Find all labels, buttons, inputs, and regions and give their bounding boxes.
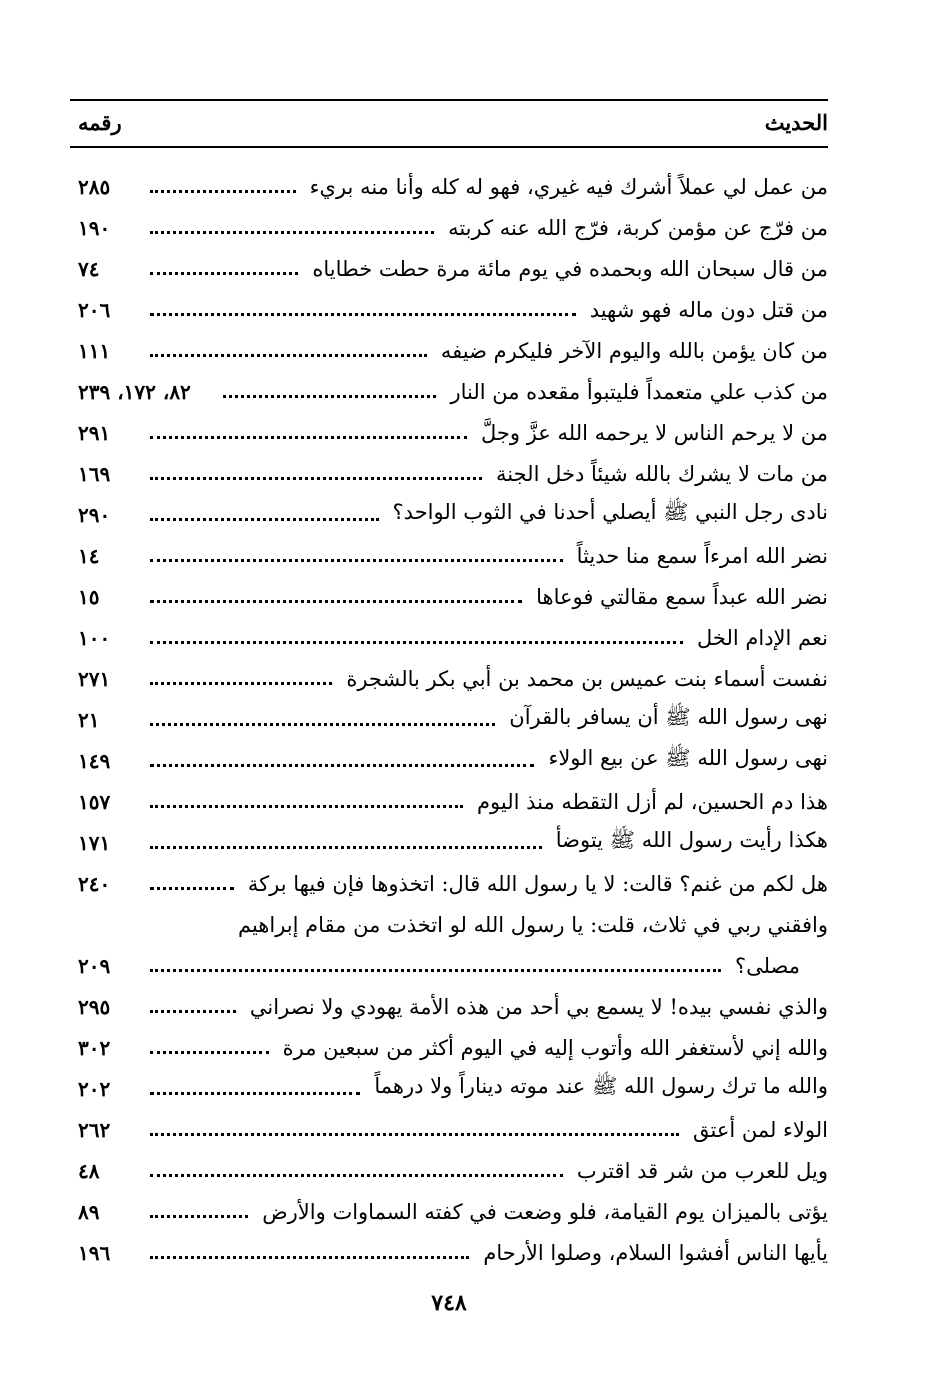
- hadith-number: ١٦٩: [78, 461, 111, 486]
- list-item-continuation: [70, 945, 828, 986]
- hadith-number: ٢٩١: [78, 420, 111, 445]
- hadith-text: والله ما ترك رسول الله ﷺ عند موته ديناراً ولا درهماً: [374, 1074, 828, 1098]
- hadith-number: ٢٧١: [78, 666, 111, 691]
- hadith-text: من كذب علي متعمداً فليتبوأ مقعده من النار: [450, 379, 828, 404]
- leader-dots: [150, 436, 467, 439]
- hadith-text: هل لكم من غنم؟ قالت: لا يا رسول الله قال: اتخذوها فإن فيها بركة: [247, 871, 828, 896]
- hadith-number: ٢٩٥: [78, 994, 111, 1019]
- list-item: [70, 1109, 828, 1150]
- hadith-number: ١٠٠: [78, 625, 111, 650]
- list-item: [70, 289, 828, 330]
- list-item: [70, 617, 828, 658]
- hadith-text: نهى رسول الله ﷺ عن بيع الولاء: [548, 746, 828, 770]
- hadith-text: والله إني لأستغفر الله وأتوب إليه في اليوم أكثر من سبعين مرة: [282, 1035, 828, 1060]
- leader-dots: [150, 805, 463, 808]
- hadith-number: ٤٨: [78, 1158, 100, 1183]
- hadith-number: ٢٨٥: [78, 174, 111, 199]
- list-item: [70, 699, 828, 740]
- hadith-column-header: الحديث: [764, 110, 828, 135]
- list-item-first-line: [70, 904, 828, 945]
- top-rule: [70, 99, 828, 101]
- list-item: [70, 822, 828, 863]
- hadith-number: ١٧١: [78, 830, 111, 855]
- leader-dots: [150, 518, 379, 521]
- hadith-text: يؤتى بالميزان يوم القيامة، فلو وضعت في كفته السماوات والأرض: [262, 1199, 828, 1224]
- hadith-text: نضر الله عبداً سمع مقالتي فوعاها: [536, 584, 828, 609]
- hadith-text: نفست أسماء بنت عميس بن محمد بن أبي بكر بالشجرة: [346, 666, 828, 691]
- hadith-number: ١٩٠: [78, 215, 111, 240]
- hadith-text: من مات لا يشرك بالله شيئاً دخل الجنة: [496, 461, 828, 486]
- hadith-text: الولاء لمن أعتق: [692, 1117, 828, 1142]
- hadith-text: هكذا رأيت رسول الله ﷺ يتوضأ: [555, 828, 828, 852]
- list-item: [70, 494, 828, 535]
- hadith-index-list: [70, 166, 828, 1273]
- leader-dots: [150, 641, 683, 644]
- hadith-text: نادى رجل النبي ﷺ أيصلي أحدنا في الثوب الواحد؟: [392, 500, 828, 524]
- leader-dots: [150, 477, 482, 480]
- leader-dots: [150, 272, 298, 275]
- hadith-text: من قال سبحان الله وبحمده في يوم مائة مرة حطت خطاياه: [312, 256, 828, 281]
- list-item: [70, 1191, 828, 1232]
- leader-dots: [150, 600, 522, 603]
- hadith-text: نضر الله امرءاً سمع منا حديثاً: [576, 543, 828, 568]
- hadith-number: ٢٠٩: [78, 953, 111, 978]
- list-item: [70, 207, 828, 248]
- hadith-number: ٧٤: [78, 256, 100, 281]
- hadith-number: ١٥: [78, 584, 100, 609]
- leader-dots: [150, 1010, 236, 1013]
- hadith-number: ٣٠٢: [78, 1035, 111, 1060]
- list-item: [70, 1068, 828, 1109]
- hadith-text: من لا يرحم الناس لا يرحمه الله عزَّ وجلَّ: [481, 420, 828, 445]
- list-item: [70, 330, 828, 371]
- hadith-text: ويل للعرب من شر قد اقترب: [576, 1158, 828, 1183]
- leader-dots: [150, 1051, 269, 1054]
- hadith-text: مصلى؟: [734, 953, 800, 978]
- number-column-header: رقمه: [78, 110, 122, 135]
- leader-dots: [150, 190, 296, 193]
- hadith-text: من فرّج عن مؤمن كربة، فرّج الله عنه كربته: [448, 215, 828, 240]
- hadith-text: هذا دم الحسين، لم أزل التقطه منذ اليوم: [477, 789, 828, 814]
- leader-dots: [223, 395, 437, 398]
- hadith-text: من عمل لي عملاً أشرك فيه غيري، فهو له كله وأنا منه بريء: [309, 174, 828, 199]
- hadith-number: ١١١: [78, 338, 111, 363]
- leader-dots: [150, 1133, 679, 1136]
- list-item: [70, 535, 828, 576]
- hadith-text: نعم الإدام الخل: [697, 625, 828, 650]
- leader-dots: [150, 969, 721, 972]
- hadith-number: ٢٩٠: [78, 502, 111, 527]
- leader-dots: [150, 313, 576, 316]
- list-item: [70, 740, 828, 781]
- hadith-number: ٢١: [78, 707, 100, 732]
- leader-dots: [150, 1092, 360, 1095]
- list-item: [70, 453, 828, 494]
- list-item: [70, 986, 828, 1027]
- list-item: [70, 781, 828, 822]
- leader-dots: [150, 887, 234, 890]
- list-item: [70, 166, 828, 207]
- hadith-number: ١٥٧: [78, 789, 111, 814]
- hadith-number: ٢٠٢: [78, 1076, 111, 1101]
- leader-dots: [150, 1256, 469, 1259]
- list-item: [70, 1232, 828, 1273]
- leader-dots: [150, 231, 434, 234]
- hadith-number: ١٤٩: [78, 748, 111, 773]
- index-page: [70, 0, 828, 1384]
- hadith-text: وافقني ربي في ثلاث، قلت: يا رسول الله لو اتخذت من مقام إبراهيم: [237, 912, 828, 937]
- leader-dots: [150, 723, 495, 726]
- hadith-number: ٢٠٦: [78, 297, 111, 322]
- hadith-text: نهى رسول الله ﷺ أن يسافر بالقرآن: [509, 705, 828, 729]
- list-item: [70, 658, 828, 699]
- list-item: [70, 1150, 828, 1191]
- leader-dots: [150, 559, 563, 562]
- hadith-text: والذي نفسي بيده! لا يسمع بي أحد من هذه الأمة يهودي ولا نصراني: [249, 994, 828, 1019]
- leader-dots: [150, 1174, 563, 1177]
- leader-dots: [150, 764, 534, 767]
- hadith-number: ١٩٦: [78, 1240, 111, 1265]
- header-rule: [70, 146, 828, 148]
- hadith-text: يأيها الناس أفشوا السلام، وصلوا الأرحام: [483, 1240, 828, 1265]
- hadith-text: من كان يؤمن بالله واليوم الآخر فليكرم ضيفه: [440, 338, 828, 363]
- list-item: [70, 576, 828, 617]
- hadith-text: من قتل دون ماله فهو شهيد: [589, 297, 828, 322]
- hadith-number: ٨٩: [78, 1199, 100, 1224]
- list-item: [70, 1027, 828, 1068]
- list-item: [70, 248, 828, 289]
- hadith-number: ١٤: [78, 543, 100, 568]
- list-item: [70, 412, 828, 453]
- hadith-number: ٨٢، ١٧٢، ٢٣٩: [78, 379, 191, 404]
- leader-dots: [150, 682, 332, 685]
- leader-dots: [150, 846, 542, 849]
- page-number: ٧٤٨: [431, 1290, 467, 1316]
- hadith-number: ٢٦٢: [78, 1117, 111, 1142]
- list-item: [70, 863, 828, 904]
- leader-dots: [150, 1215, 248, 1218]
- hadith-number: ٢٤٠: [78, 871, 111, 896]
- leader-dots: [150, 354, 427, 357]
- list-item: [70, 371, 828, 412]
